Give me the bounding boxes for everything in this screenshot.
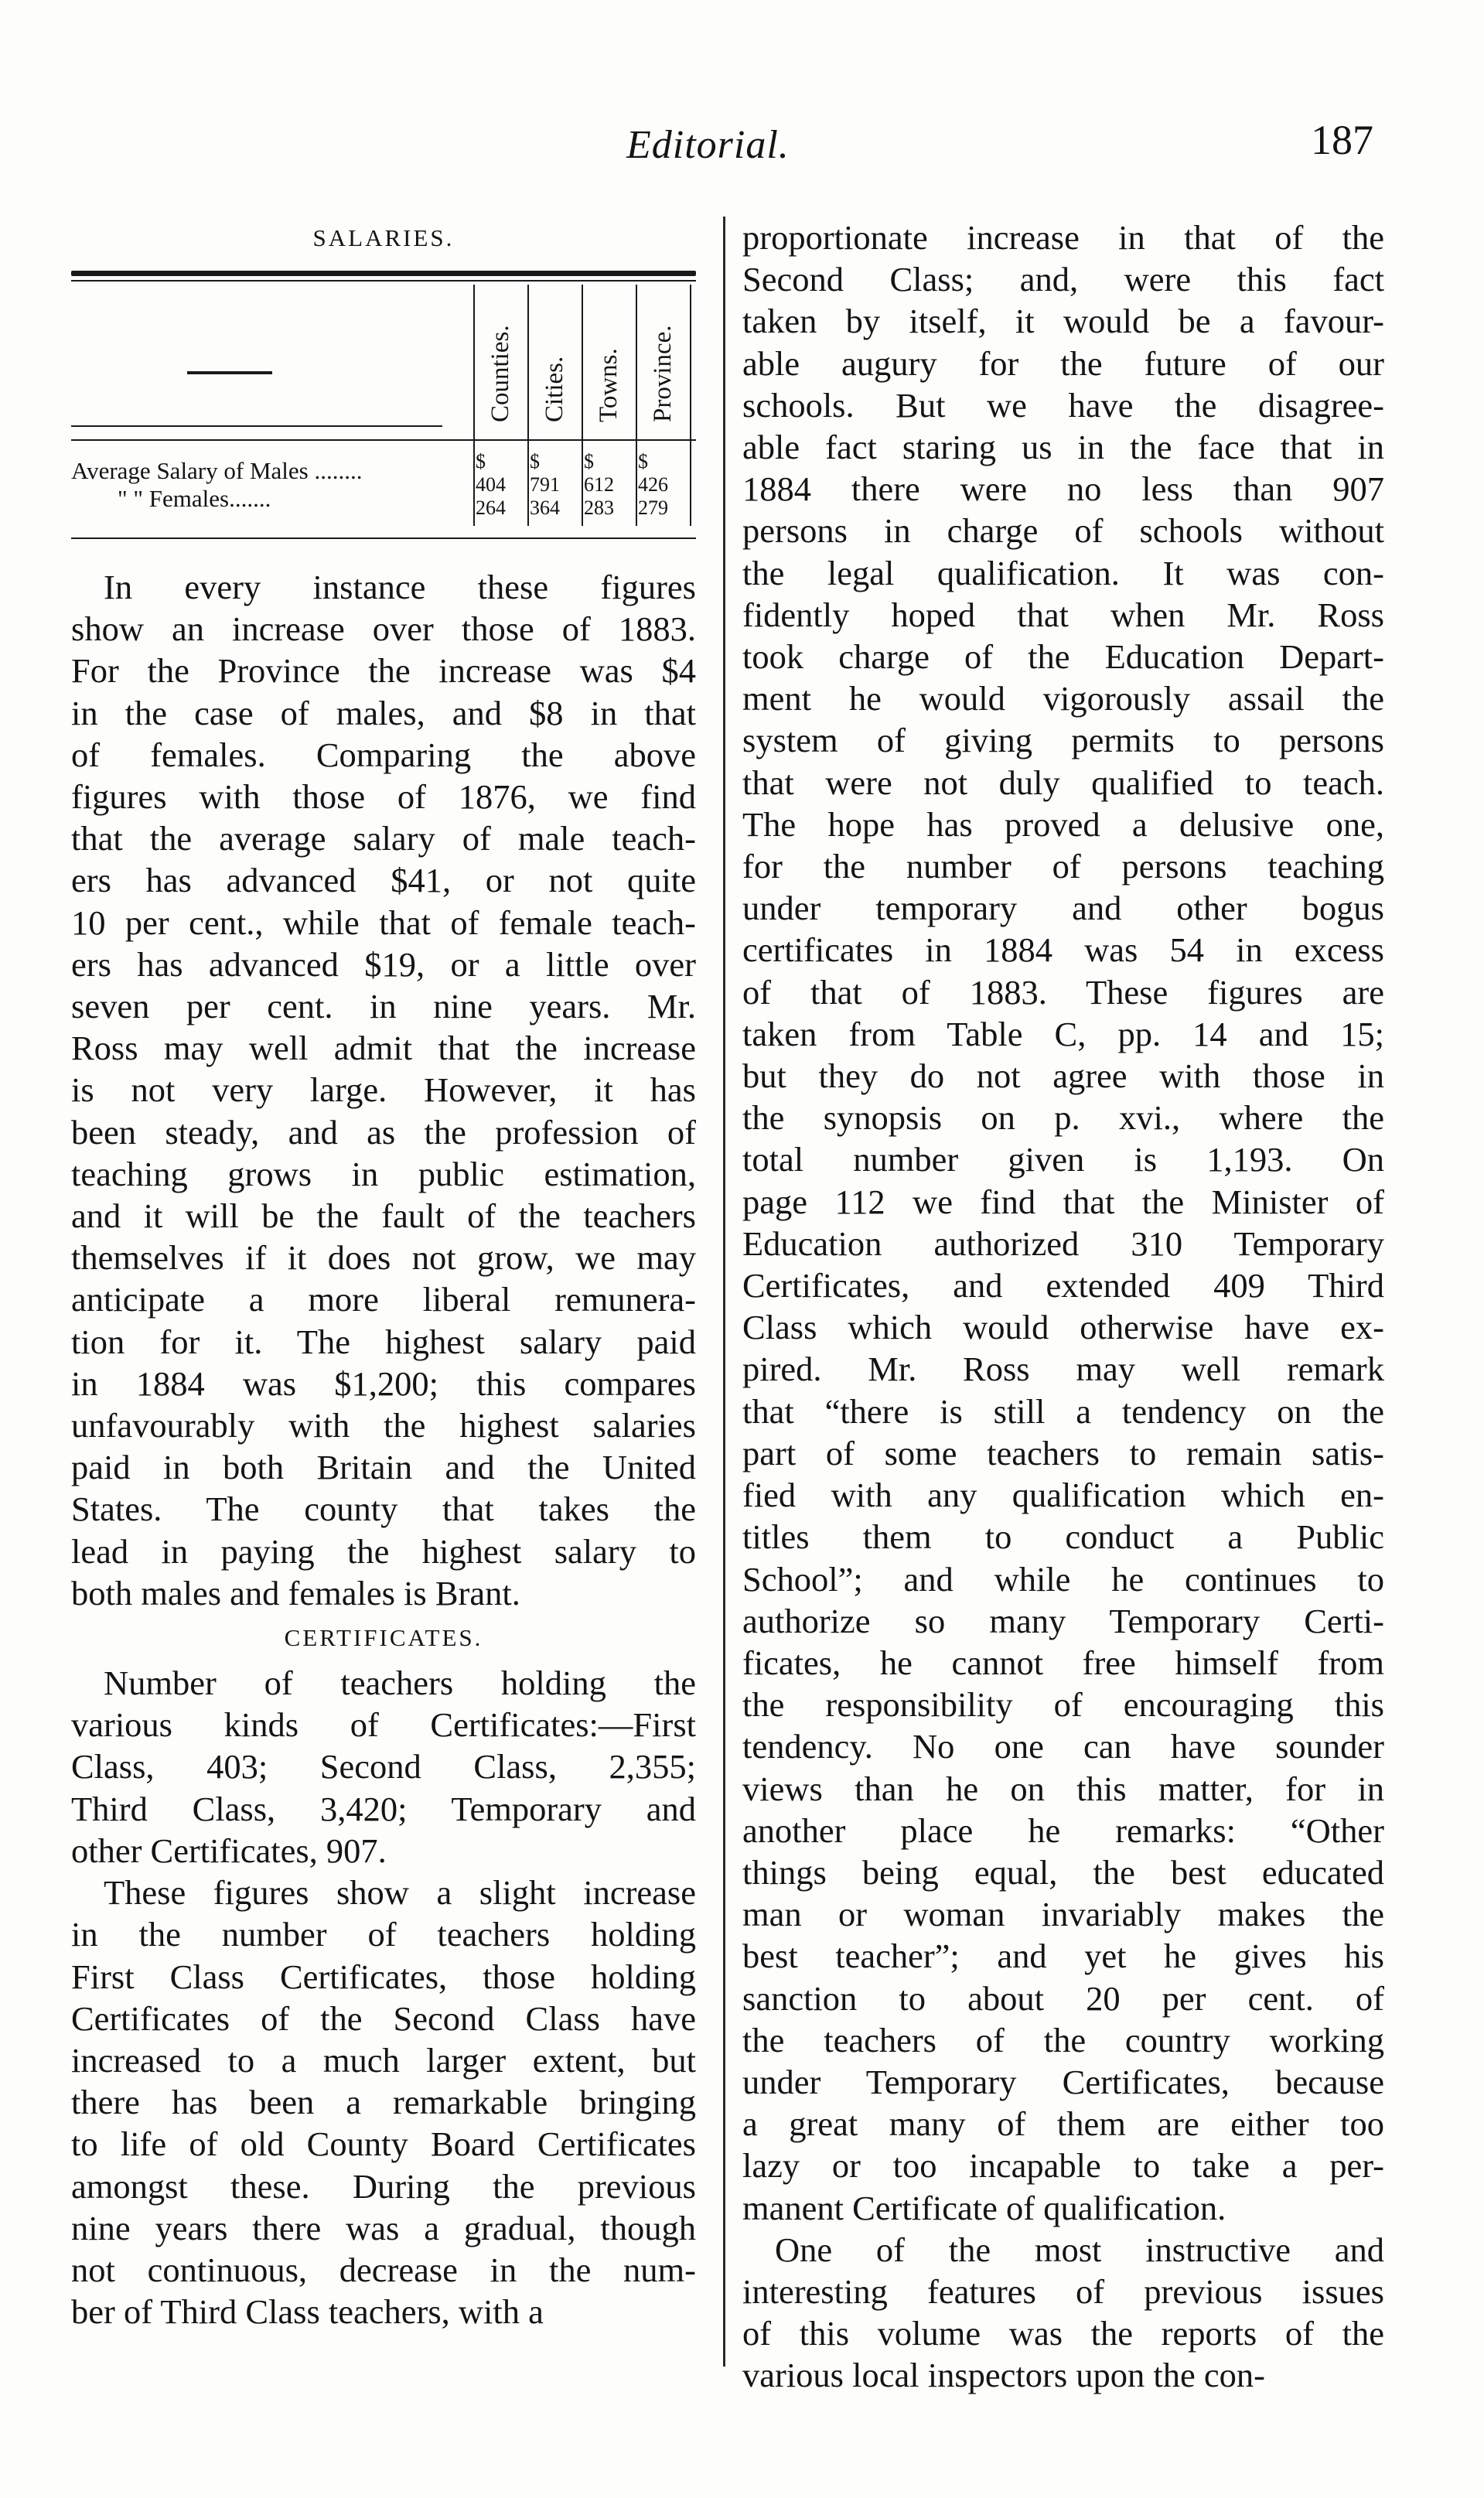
certificates-count-paragraph — [71, 1662, 696, 1872]
column-head-province: Province. — [649, 325, 677, 422]
text-line: figures with those of 1876, we find — [71, 777, 696, 817]
table-column-line — [690, 285, 691, 526]
text-line: For the Province the increase was $4 — [71, 651, 696, 691]
text-line: School”; and while he continues to — [742, 1559, 1384, 1599]
text-line: a great many of them are either too — [742, 2104, 1384, 2144]
text-line: various kinds of Certificates:—First — [71, 1705, 696, 1745]
cell-females-cities: 364 — [530, 497, 560, 519]
text-line: unfavourably with the highest salaries — [71, 1406, 696, 1445]
text-line: that were not duly qualified to teach. — [742, 763, 1384, 802]
text-line: Class which would otherwise have ex- — [742, 1308, 1384, 1347]
text-line: of that of 1883. These figures are — [742, 972, 1384, 1012]
text-line: but they do not agree with those in — [742, 1056, 1384, 1096]
cell-females-towns: 283 — [584, 497, 614, 519]
text-line: for the number of persons teaching — [742, 847, 1384, 886]
text-line: total number given is 1,193. On — [742, 1140, 1384, 1179]
text-line: anticipate a more liberal remunera- — [71, 1280, 696, 1319]
text-line: Ross may well admit that the increase — [71, 1029, 696, 1068]
text-line: both males and females is Brant. — [71, 1573, 520, 1612]
temporary-certificates-paragraph — [742, 217, 1384, 2229]
text-line: amongst these. During the previous — [71, 2166, 696, 2206]
text-line: ment he would vigorously assail the — [742, 679, 1384, 718]
text-line: Education authorized 310 Temporary — [742, 1223, 1384, 1263]
cell-females-province: 279 — [638, 497, 668, 519]
row-label-females: " " Females....... — [118, 485, 271, 512]
text-line: under temporary and other bogus — [742, 889, 1384, 928]
text-line: page 112 we find that the Minister of — [742, 1182, 1384, 1221]
text-line: authorize so many Temporary Certi- — [742, 1601, 1384, 1640]
text-line: the legal qualification. It was con- — [742, 553, 1384, 592]
text-line: able fact staring us in the face that in — [742, 428, 1384, 467]
text-line: Third Class, 3,420; Temporary and — [71, 1789, 696, 1828]
text-line: Certificates of the Second Class have — [71, 1998, 696, 2038]
text-line: took charge of the Education Depart- — [742, 637, 1384, 677]
text-line: not continuous, decrease in the num- — [71, 2250, 696, 2289]
table-head-rule — [71, 439, 696, 441]
text-line: sanction to about 20 per cent. of — [742, 1978, 1384, 2018]
text-line: paid in both Britain and the United — [71, 1448, 696, 1487]
text-line: of this volume was the reports of the — [742, 2314, 1384, 2353]
table-rule-bottom — [71, 537, 696, 539]
right-column — [742, 217, 1384, 2397]
text-line: One of the most instructive and — [775, 2230, 1384, 2269]
text-line: and it will be the fault of the teachers — [71, 1196, 696, 1236]
cell-males-province: 426 — [638, 473, 668, 496]
text-line: States. The county that takes the — [71, 1490, 696, 1529]
currency-symbol: $ — [584, 450, 594, 473]
text-line: things being equal, the best educated — [742, 1852, 1384, 1892]
text-line: in the case of males, and $8 in that — [71, 693, 696, 732]
text-line: best teacher”; and yet he gives his — [742, 1937, 1384, 1976]
text-line: views than he on this matter, for in — [742, 1769, 1384, 1808]
text-line: to life of old County Board Certificates — [71, 2124, 696, 2164]
cell-males-counties: 404 — [476, 473, 506, 496]
text-line: another place he remarks: “Other — [742, 1810, 1384, 1850]
cell-males-towns: 612 — [584, 473, 614, 496]
running-head: Editorial. — [626, 123, 790, 167]
text-line: the synopsis on p. xvi., where the — [742, 1098, 1384, 1138]
text-line: certificates in 1884 was 54 in excess — [742, 930, 1384, 970]
currency-symbol: $ — [530, 450, 540, 473]
text-line: fied with any qualification which en- — [742, 1476, 1384, 1515]
text-line: lead in paying the highest salary to — [71, 1531, 696, 1571]
left-column — [71, 217, 696, 2332]
text-line: nine years there was a gradual, though — [71, 2208, 696, 2247]
table-stub-rule — [71, 425, 442, 427]
text-line: able augury for the future of our — [742, 343, 1384, 383]
text-line: system of giving permits to persons — [742, 721, 1384, 760]
salaries-heading: SALARIES. — [312, 224, 455, 251]
column-head-cities: Cities. — [541, 356, 568, 422]
text-line: In every instance these figures — [104, 568, 696, 606]
text-line: been steady, and as the profession of — [71, 1112, 696, 1152]
text-line: seven per cent. in nine years. Mr. — [71, 987, 696, 1026]
cell-males-cities: 791 — [530, 473, 560, 496]
text-line: the teachers of the country working — [742, 2020, 1384, 2059]
text-line: part of some teachers to remain satis- — [742, 1433, 1384, 1473]
text-line: 10 per cent., while that of female teach- — [71, 903, 696, 942]
table-column-line — [582, 285, 583, 526]
certificates-heading: CERTIFICATES. — [284, 1624, 483, 1652]
text-line: ers has advanced $41, or not quite — [71, 861, 696, 900]
text-line: the responsibility of encouraging this — [742, 1685, 1384, 1725]
text-line: tendency. No one can have sounder — [742, 1727, 1384, 1766]
text-line: themselves if it does not grow, we may — [71, 1238, 696, 1278]
text-line: of females. Comparing the above — [71, 735, 696, 774]
text-line: taken from Table C, pp. 14 and 15; — [742, 1014, 1384, 1053]
column-head-counties: Counties. — [486, 325, 514, 422]
column-divider — [723, 217, 725, 2367]
text-line: interesting features of previous issues — [742, 2271, 1384, 2311]
text-line: ber of Third Class teachers, with a — [71, 2292, 544, 2332]
text-line: various local inspectors upon the con- — [742, 2356, 1265, 2395]
text-line: show an increase over those of 1883. — [71, 609, 696, 649]
text-line: titles them to conduct a Public — [742, 1517, 1384, 1557]
text-line: man or woman invariably makes the — [742, 1895, 1384, 1934]
text-line: in the number of teachers holding — [71, 1915, 696, 1954]
text-line: First Class Certificates, those holding — [71, 1957, 696, 1996]
currency-symbol: $ — [476, 450, 486, 473]
page-number: 187 — [1311, 117, 1373, 163]
table-column-line — [473, 285, 475, 526]
text-line: teaching grows in public estimation, — [71, 1154, 696, 1193]
text-line: lazy or too incapable to take a per- — [742, 2146, 1384, 2186]
text-line: Number of teachers holding the — [104, 1664, 696, 1703]
column-head-towns: Towns. — [595, 348, 623, 422]
text-line: manent Certificate of qualification. — [742, 2188, 1226, 2227]
text-line: pired. Mr. Ross may well remark — [742, 1350, 1384, 1389]
cell-females-counties: 264 — [476, 497, 506, 519]
text-line: that “there is still a tendency on the — [742, 1391, 1384, 1431]
text-line: The hope has proved a delusive one, — [742, 804, 1384, 844]
text-line: under Temporary Certificates, because — [742, 2062, 1384, 2101]
text-line: ers has advanced $19, or a little over — [71, 944, 696, 984]
inspectors-paragraph — [742, 2229, 1384, 2397]
table-column-line — [636, 285, 637, 526]
text-line: fidently hoped that when Mr. Ross — [742, 595, 1384, 634]
text-line: Second Class; and, were this fact — [742, 260, 1384, 299]
row-label-males: Average Salary of Males ........ — [71, 457, 363, 484]
text-line: schools. But we have the disagree- — [742, 385, 1384, 425]
salary-table — [71, 271, 696, 549]
text-line: ficates, he cannot free himself from — [742, 1643, 1384, 1682]
text-line: that the average salary of male teach- — [71, 819, 696, 858]
text-line: Certificates, and extended 409 Third — [742, 1266, 1384, 1305]
table-column-line — [527, 285, 529, 526]
text-line: taken by itself, it would be a favour- — [742, 302, 1384, 341]
table-rule-top — [71, 271, 696, 276]
text-line: 1884 there were no less than 907 — [742, 469, 1384, 509]
currency-symbol: $ — [638, 450, 648, 473]
text-line: other Certificates, 907. — [71, 1831, 387, 1870]
text-line: Class, 403; Second Class, 2,355; — [71, 1747, 696, 1786]
table-rule-top-thin — [71, 280, 696, 282]
table-stub-dash — [187, 371, 272, 374]
certificates-discussion-paragraph — [71, 1872, 696, 2332]
text-line: in 1884 was $1,200; this compares — [71, 1363, 696, 1403]
text-line: proportionate increase in that of the — [742, 218, 1384, 257]
text-line: persons in charge of schools without — [742, 511, 1384, 551]
text-line: tion for it. The highest salary paid — [71, 1322, 696, 1361]
text-line: These figures show a slight increase — [104, 1873, 696, 1913]
salaries-paragraph — [71, 566, 696, 1614]
page-header — [0, 116, 1484, 186]
text-line: there has been a remarkable bringing — [71, 2083, 696, 2122]
text-line: is not very large. However, it has — [71, 1070, 696, 1110]
text-line: increased to a much larger extent, but — [71, 2040, 696, 2080]
